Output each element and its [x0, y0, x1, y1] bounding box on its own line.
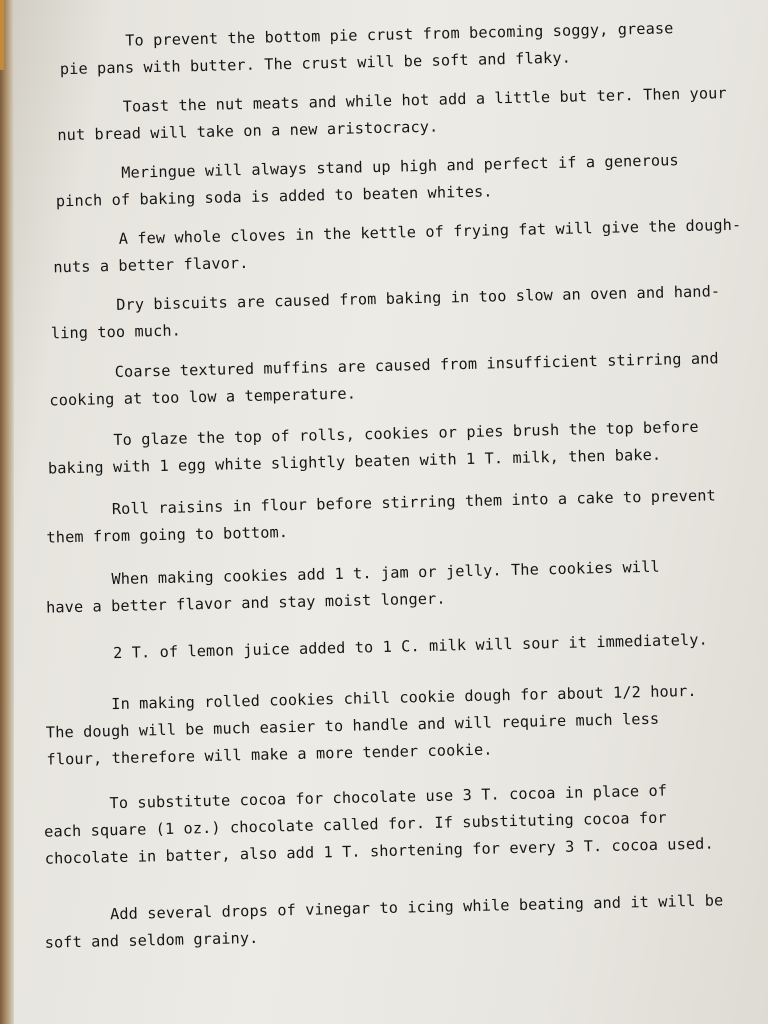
tip-line: Roll raisins in flour before stirring them into a cake to prevent — [111, 486, 717, 519]
tip-line: chocolate in batter, also add 1 T. shortening for every 3 T. cocoa used. — [44, 834, 714, 868]
cooking-tips-text — [22, 13, 752, 952]
tip-line: To prevent the bottom pie crust from becoming soggy, grease — [125, 19, 674, 50]
tip-line: ling too much. — [50, 321, 182, 343]
tip-line: The dough will be much easier to handle and will require much less — [45, 709, 660, 742]
tip-line: 2 T. of lemon juice added to 1 C. milk will sour it immediately. — [112, 630, 709, 663]
tip-cloves — [52, 212, 742, 282]
tip-line: Coarse textured muffins are caused from insufficient stirring and — [114, 349, 719, 381]
tip-nut-meats — [56, 80, 727, 149]
tip-line: Toast the nut meats and while hot add a little but ter. Then your — [122, 84, 727, 116]
tip-cookies-jam — [45, 554, 660, 622]
tip-line: flour, therefore will make a more tender cookie. — [46, 740, 493, 769]
tip-line: Dry biscuits are caused from baking in too slow an oven and hand- — [116, 282, 721, 314]
tip-line: When making cookies add 1 t. jam or jelly. The cookies will — [111, 557, 660, 589]
tip-line: pie pans with butter. The crust will be soft and flaky. — [59, 48, 572, 79]
tip-line: nuts a better flavor. — [53, 253, 249, 277]
tip-cocoa — [43, 777, 714, 873]
tip-muffins — [49, 345, 720, 414]
tip-line: pinch of baking soda is added to beaten whites. — [55, 182, 493, 211]
tip-line: have a better flavor and stay moist longer. — [45, 589, 446, 617]
tip-line: nut bread will take on a new aristocracy. — [57, 117, 439, 145]
tip-raisins — [46, 482, 717, 551]
tip-meringue — [55, 147, 680, 215]
tip-lemon-juice — [47, 627, 708, 669]
tip-line: A few whole cloves in the kettle of frying fat will give the dough- — [118, 215, 742, 248]
tip-line: each square (1 oz.) chocolate called for. If substituting cocoa for — [43, 808, 667, 841]
tip-vinegar-icing — [44, 887, 724, 956]
tip-line: To glaze the top of rolls, cookies or pies brush the top before — [113, 417, 699, 450]
tip-line: soft and seldom grainy. — [44, 928, 259, 952]
tip-line: In making rolled cookies chill cookie dough for about 1/2 hour. — [111, 681, 697, 714]
tip-pie-crust — [59, 15, 674, 83]
tip-line: cooking at too low a temperature. — [49, 384, 357, 410]
binding-thread — [0, 0, 4, 70]
tip-line: them from going to bottom. — [46, 523, 289, 547]
tip-line: baking with 1 egg white slightly beaten with 1 T. milk, then bake. — [47, 445, 662, 478]
tip-rolled-cookies — [45, 678, 698, 774]
tip-line: Meringue will always stand up high and perfect if a generous — [121, 151, 679, 182]
tip-line: To substitute cocoa for chocolate use 3 T. cocoa in place of — [109, 781, 668, 813]
page-binding-edge — [0, 0, 14, 1024]
tip-line: Add several drops of vinegar to icing while beating and it will be — [109, 891, 724, 924]
tip-biscuits — [50, 278, 721, 347]
tip-glaze — [47, 414, 700, 483]
